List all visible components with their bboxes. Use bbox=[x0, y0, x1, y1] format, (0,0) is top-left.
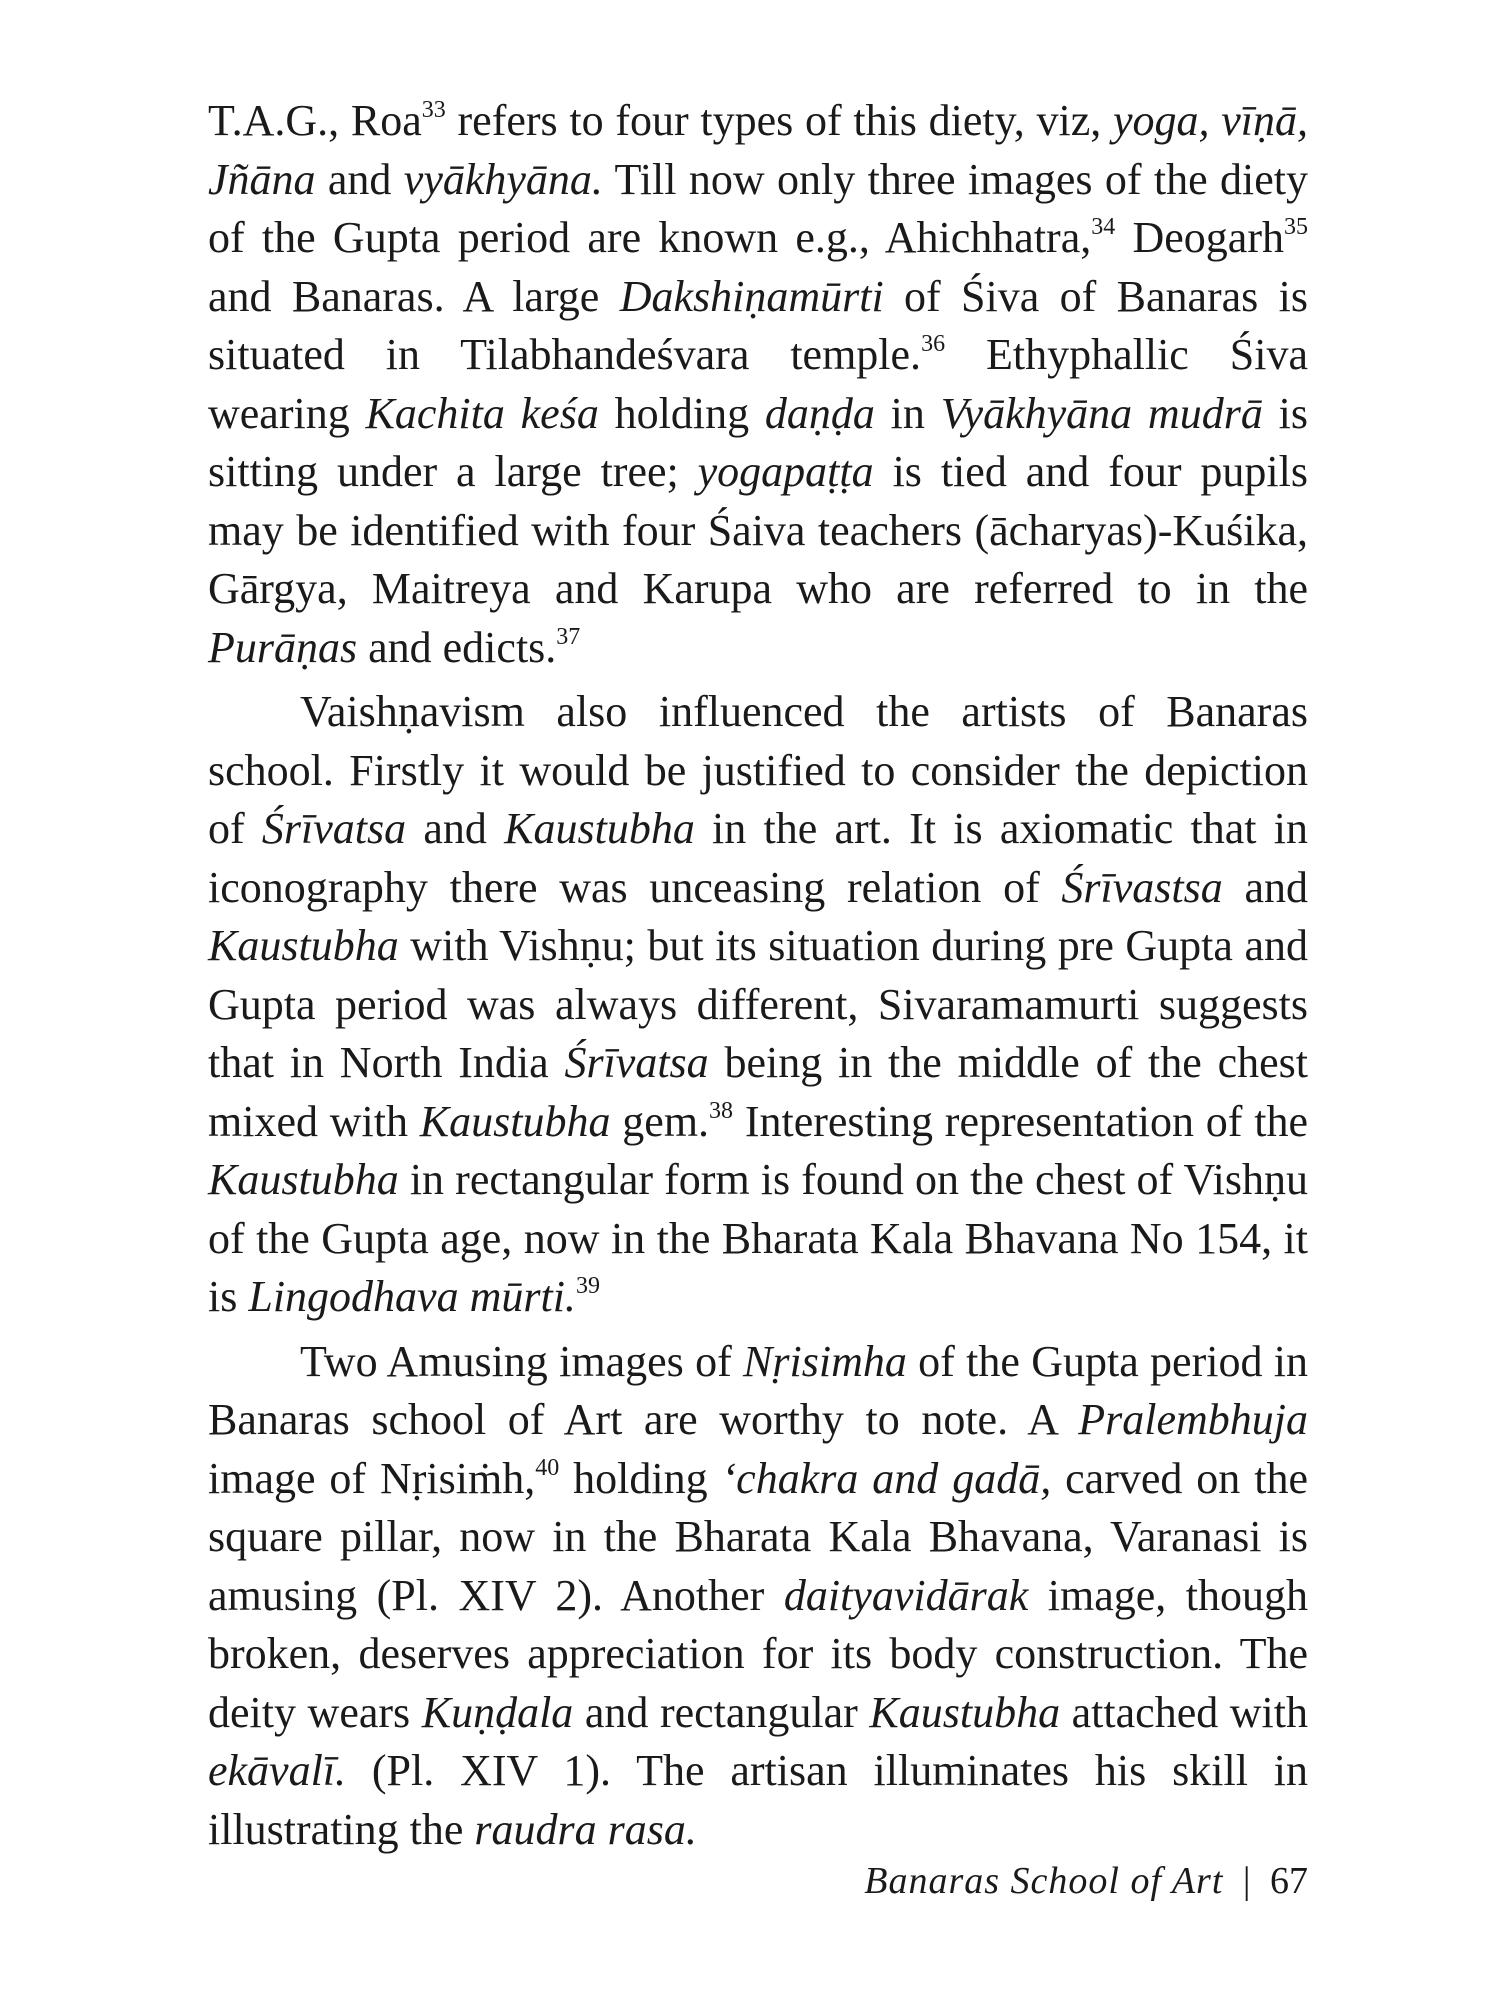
footnote-ref: 40 bbox=[535, 1454, 560, 1481]
text-run: of the Gupta period in Banaras school of Art are worthy to note. A bbox=[208, 1336, 1308, 1444]
text-run: in rectangular form is found on the chest of Vishṇu of the Gupta age, now in the Bharata Kala Bhavana No 154, it is bbox=[208, 1155, 1308, 1321]
italic-term: yogapaṭṭa bbox=[697, 447, 874, 496]
text-run: Deogarh bbox=[1115, 213, 1284, 262]
italic-term: ekāvalī. bbox=[208, 1746, 347, 1795]
text-run: is tied and four pupils may be identified with four Śaiva teachers (ācharyas)-Kuśika, Gārgya, Maitreya and Karupa who are referred to in the bbox=[208, 447, 1308, 613]
italic-term: Śrīvastsa bbox=[1061, 862, 1223, 912]
text-run: in the art. It is axiomatic that in iconography there was unceasing relation of bbox=[208, 804, 1308, 912]
italic-term: yoga, vīṇā, Jñāna bbox=[208, 96, 1308, 204]
text-run: and bbox=[406, 804, 505, 853]
footnote-ref: 39 bbox=[575, 1273, 600, 1299]
italic-term: ‘chakra and gadā, bbox=[721, 1453, 1052, 1503]
running-footer bbox=[864, 1858, 1308, 1904]
footnote-ref: 38 bbox=[709, 1097, 734, 1124]
footnote-ref: 34 bbox=[1091, 214, 1116, 240]
text-run: attached with bbox=[1060, 1687, 1309, 1737]
italic-term: Nṛisimha bbox=[743, 1336, 907, 1386]
italic-term: Kaustubha bbox=[208, 921, 399, 970]
text-run: Vaishṇavism also influenced the artists of Banaras school. Firstly it would be justified to consider the depiction of bbox=[208, 687, 1308, 853]
page-number: 67 bbox=[1270, 1860, 1308, 1902]
text-run: holding bbox=[598, 388, 765, 438]
text-run: and bbox=[315, 154, 404, 204]
text-run: image, though broken, deserves appreciation for its body construction. The deity wears bbox=[208, 1570, 1308, 1737]
italic-term: Kaustubha bbox=[504, 804, 695, 853]
paragraph-3 bbox=[208, 1333, 1308, 1860]
text-run: in bbox=[874, 388, 941, 438]
italic-term: Pralembhuja bbox=[1078, 1395, 1308, 1444]
italic-term: vyākhyāna. bbox=[403, 154, 603, 204]
text-run: holding bbox=[559, 1453, 722, 1503]
text-run: image of Nṛisiṁh, bbox=[208, 1453, 536, 1503]
italic-term: Śrīvatsa bbox=[564, 1038, 709, 1087]
text-run: carved on the square pillar, now in the Bharata Kala Bhavana, Varanasi is amusing (Pl. XIV 2). Another bbox=[208, 1453, 1308, 1620]
text-run: is sitting under a large tree; bbox=[208, 388, 1308, 496]
italic-term: daityavidārak bbox=[783, 1570, 1029, 1620]
text-run: with Vishṇu; but its situation during pre Gupta and Gupta period was always different, Sivaramamurti suggests that in North India bbox=[208, 921, 1308, 1087]
text-run: (Pl. XIV 1). The artisan illuminates his skill in illustrating the bbox=[208, 1746, 1308, 1854]
text-run: Ethyphallic Śiva wearing bbox=[208, 330, 1309, 438]
text-run: and edicts. bbox=[357, 622, 557, 672]
text-run: and rectangular bbox=[573, 1687, 870, 1737]
text-run: Till now only three images of the diety of the Gupta period are known e.g., Ahichhatra, bbox=[208, 154, 1308, 262]
italic-term: Kuṇḍala bbox=[421, 1687, 574, 1737]
italic-term: Dakshiṇamūrti bbox=[619, 271, 884, 321]
text-run: gem. bbox=[610, 1096, 710, 1146]
text-run: and Banaras. A large bbox=[208, 271, 620, 321]
italic-term: Kaustubha bbox=[419, 1096, 611, 1146]
footnote-ref: 33 bbox=[421, 97, 446, 123]
text-run: and bbox=[1222, 862, 1309, 912]
italic-term: Vyākhyāna mudrā bbox=[940, 388, 1263, 438]
footnote-ref: 37 bbox=[556, 623, 581, 650]
text-run: being in the middle of the chest mixed with bbox=[208, 1038, 1309, 1146]
italic-term: raudra rasa. bbox=[474, 1804, 697, 1854]
text-run: of Śiva of Banaras is situated in Tilabhandeśvara temple. bbox=[208, 271, 1308, 379]
footnote-ref: 36 bbox=[921, 331, 946, 357]
text-run: Two Amusing images of bbox=[300, 1336, 744, 1386]
paragraph-1 bbox=[208, 92, 1308, 677]
text-run: refers to four types of this diety, viz, bbox=[445, 96, 1113, 145]
italic-term: Kaustubha bbox=[208, 1155, 399, 1204]
footer-separator: | bbox=[1242, 1860, 1251, 1902]
text-run: T.A.G., Roa bbox=[208, 96, 422, 145]
italic-term: Śrīvatsa bbox=[261, 804, 407, 853]
text-run: Interesting representation of the bbox=[733, 1096, 1308, 1146]
footer-book-title: Banaras School of Art bbox=[864, 1860, 1224, 1902]
footnote-ref: 35 bbox=[1283, 214, 1308, 240]
italic-term: Kachita keśa bbox=[365, 388, 599, 438]
italic-term: daṇḍa bbox=[764, 388, 875, 438]
page-body bbox=[208, 92, 1308, 1859]
italic-term: Kaustubha bbox=[869, 1687, 1061, 1737]
paragraph-2 bbox=[208, 683, 1308, 1327]
italic-term: Purāṇas bbox=[208, 622, 358, 672]
italic-term: Lingodhava mūrti. bbox=[248, 1272, 576, 1321]
